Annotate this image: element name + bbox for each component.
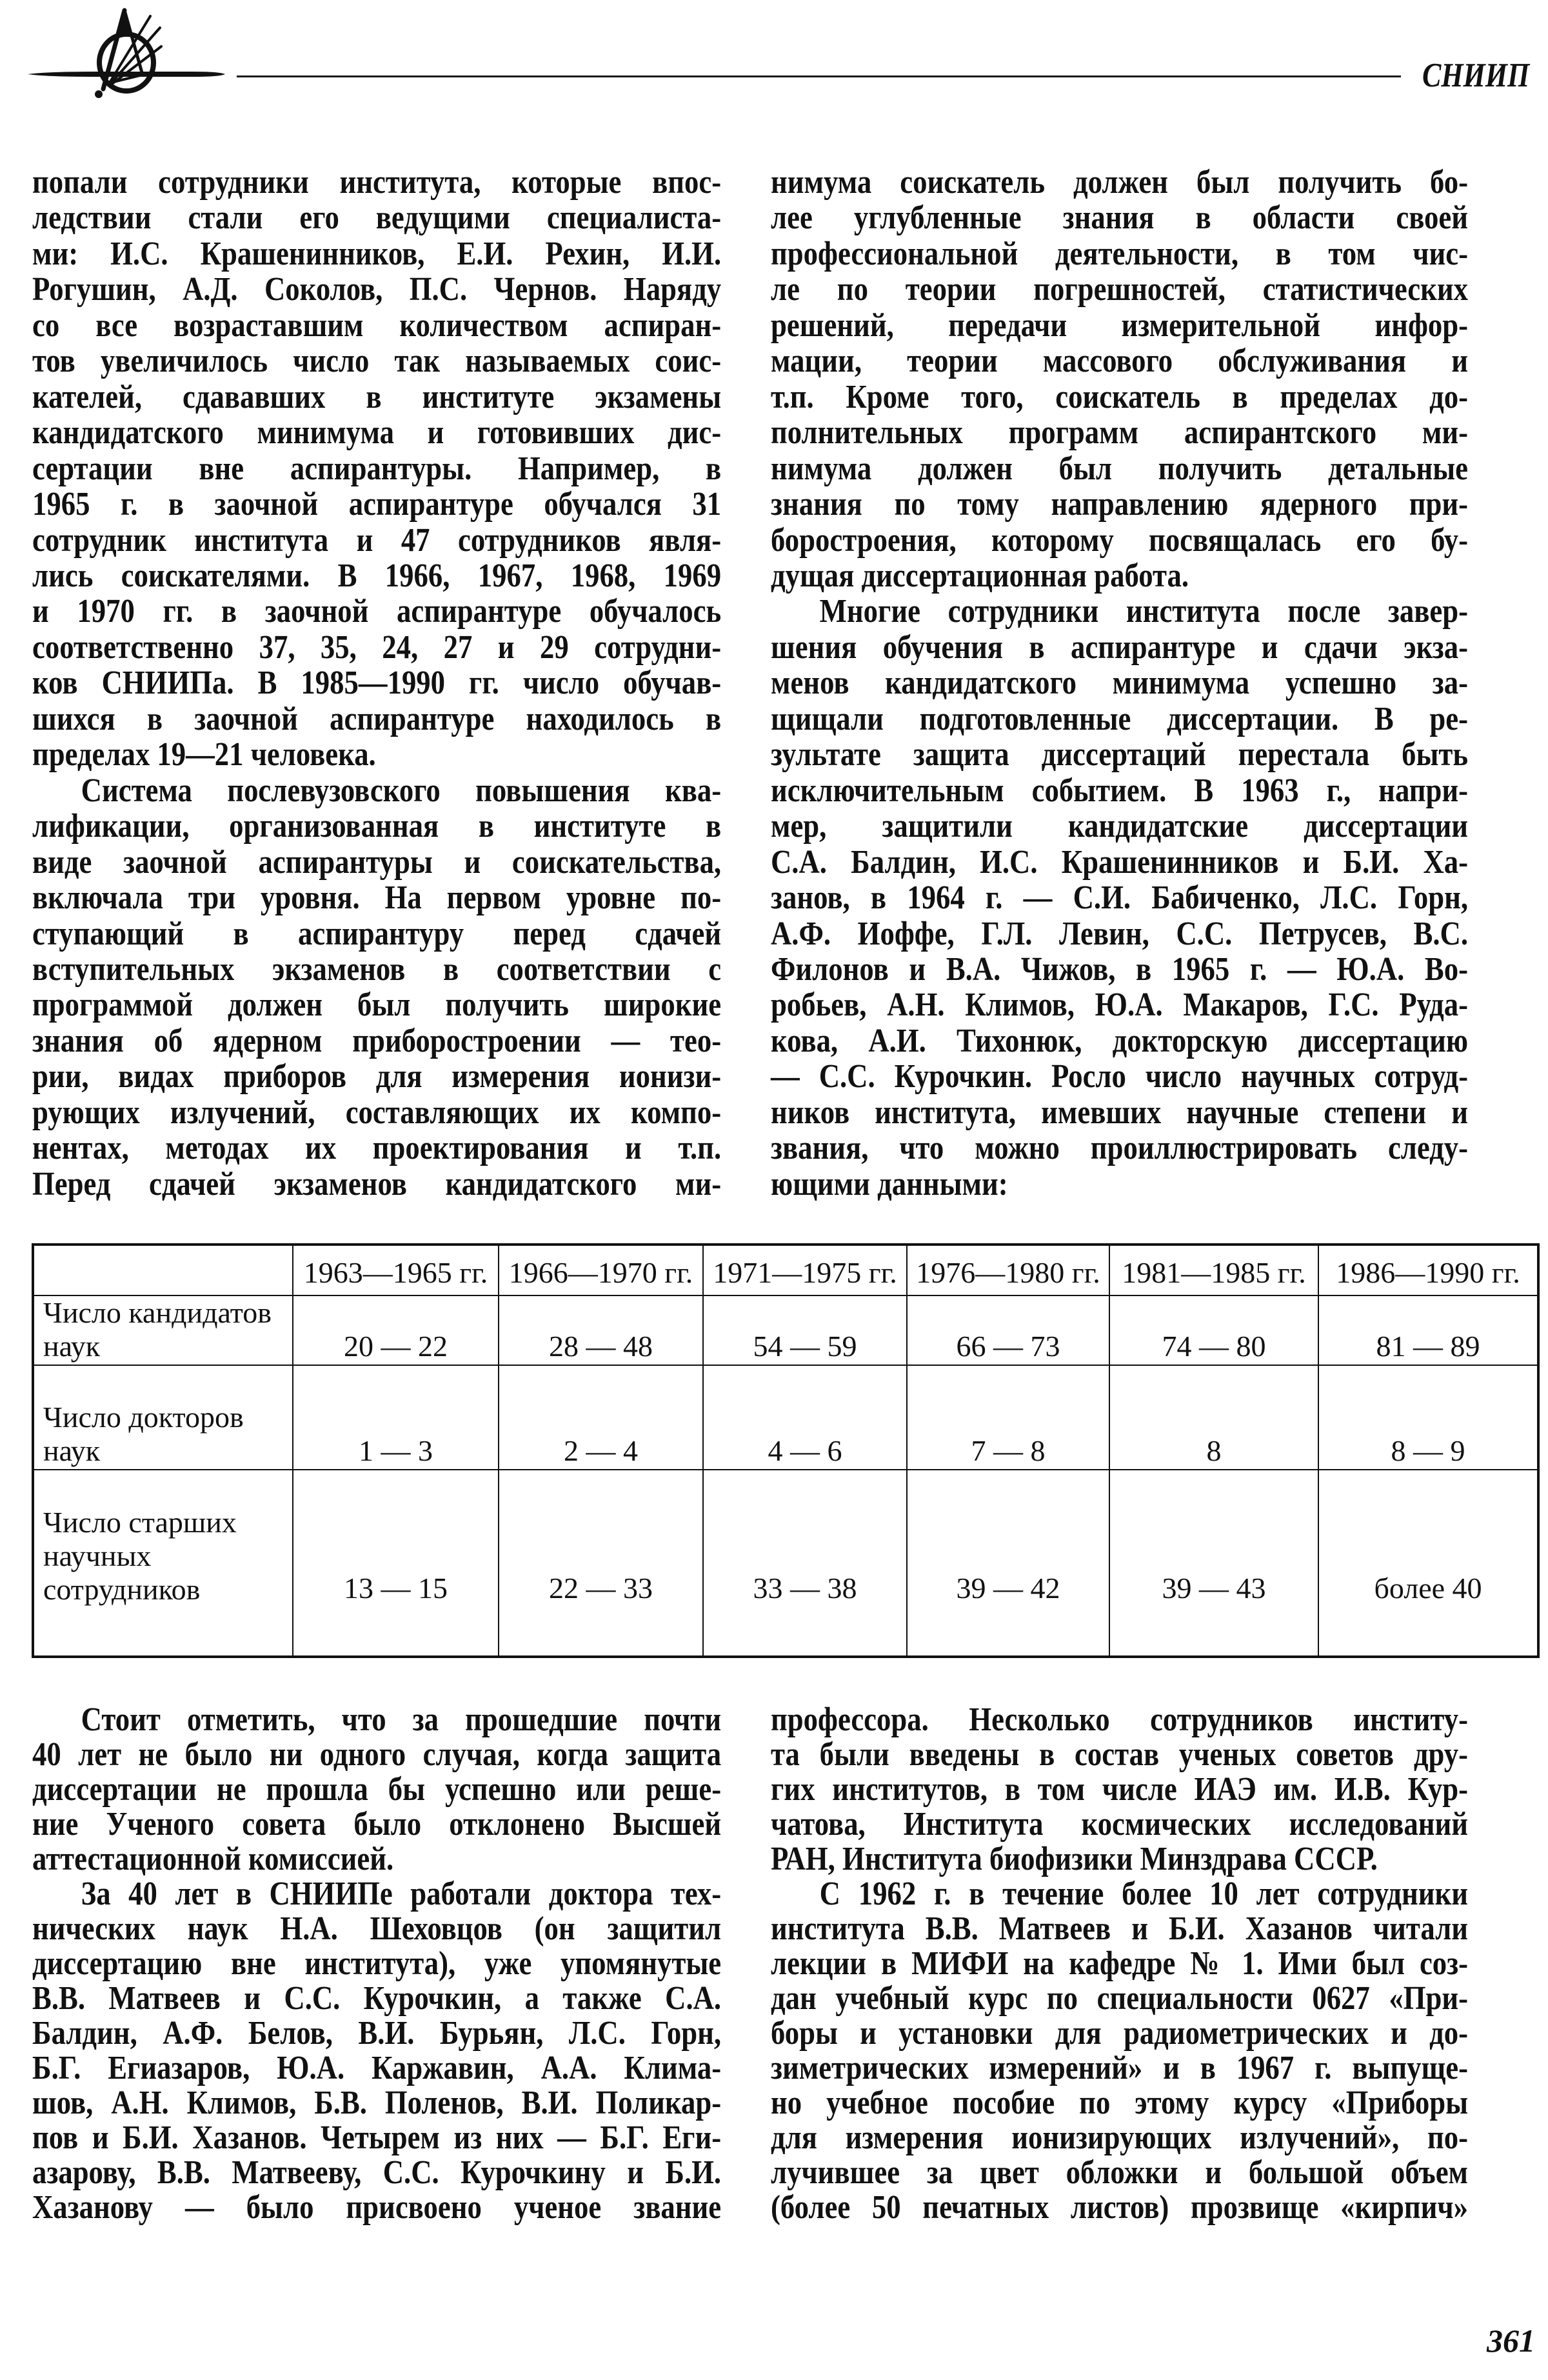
text-line: нимума должен был получить детальные xyxy=(771,450,1469,487)
table-value-cell: 81 — 89 xyxy=(1318,1295,1538,1365)
table-value-cell: 54 — 59 xyxy=(703,1295,907,1365)
table-value-cell: 66 — 73 xyxy=(907,1295,1109,1365)
text-line: диссертации не прошла бы успешно или реше- xyxy=(32,1771,722,1808)
paragraph xyxy=(771,1877,1468,2225)
text-line: мации, теории массового обслуживания и xyxy=(771,343,1469,380)
text-line: 1965 г. в заочной аспирантуре обучался 31 xyxy=(32,486,722,523)
text-line: гих институтов, в том числе ИАЭ им. И.В. Кур- xyxy=(771,1771,1469,1808)
row-label-cell xyxy=(33,1365,293,1470)
table-header-cell: 1981—1985 гг. xyxy=(1109,1245,1318,1295)
text-line: А.Ф. Иоффе, Г.Л. Левин, С.С. Петрусев, В.С. xyxy=(771,915,1469,952)
text-line: включала три уровня. На первом уровне по- xyxy=(32,879,722,917)
table-row xyxy=(33,1295,1538,1365)
text-line: но учебное пособие по этому курсу «Приборы xyxy=(771,2085,1469,2121)
text-line: нимума соискатель должен был получить бо- xyxy=(771,164,1469,201)
text-line: робьев, А.Н. Климов, Ю.А. Макаров, Г.С. Руда- xyxy=(771,986,1469,1024)
text-line: щищали подготовленные диссертации. В ре- xyxy=(771,700,1469,737)
sniip-emblem-icon xyxy=(0,0,258,110)
text-line: мер, защитили кандидатские диссертации xyxy=(771,808,1469,845)
table-value-cell: 1 — 3 xyxy=(293,1365,499,1470)
page-number: 361 xyxy=(1487,2323,1535,2359)
table-header-cell: 1976—1980 гг. xyxy=(907,1245,1109,1295)
text-line: тов увеличилось число так называемых соис- xyxy=(32,343,722,380)
table-value-cell: 22 — 33 xyxy=(499,1470,703,1657)
text-line: нентах, методах их проектирования и т.п. xyxy=(32,1130,722,1167)
text-line: та были введены в состав ученых советов дру- xyxy=(771,1736,1469,1773)
paragraph xyxy=(771,165,1468,594)
text-line: (более 50 печатных листов) прозвище «кирпич» xyxy=(771,2189,1469,2226)
text-line: знания об ядерном приборостроении — тео- xyxy=(32,1022,722,1059)
left-column-top xyxy=(32,165,721,1202)
table-value-cell: 33 — 38 xyxy=(703,1470,907,1657)
text-line: рии, видах приборов для измерения ионизи- xyxy=(32,1058,722,1095)
paragraph xyxy=(771,1703,1468,1877)
table-value-cell: 39 — 43 xyxy=(1109,1470,1318,1657)
text-line: кателей, сдававших в институте экзамены xyxy=(32,378,722,415)
text-line: пределах 19—21 человека. xyxy=(32,736,376,774)
row-label-line: наук xyxy=(43,1330,101,1363)
row-label-line: научных xyxy=(43,1539,152,1572)
text-line: аттестационной комиссией. xyxy=(32,1841,394,1877)
text-line: звания, что можно проиллюстрировать следу- xyxy=(771,1130,1469,1167)
text-line: боростроения, которому посвящалась его бу- xyxy=(771,521,1469,559)
table-value-cell: 74 — 80 xyxy=(1109,1295,1318,1365)
table-value-cell: 28 — 48 xyxy=(499,1295,703,1365)
text-line: шения обучения в аспирантуре и сдачи экза- xyxy=(771,628,1469,666)
row-label-line: Число кандидатов xyxy=(43,1296,272,1329)
text-line: С.А. Балдин, И.С. Крашенинников и Б.И. Ха- xyxy=(771,843,1469,881)
text-line: ледствии стали его ведущими специалиста- xyxy=(32,199,722,237)
text-line: боры и установки для радиометрических и до- xyxy=(771,2015,1469,2052)
text-line: Хазанову — было присвоено ученое звание xyxy=(32,2189,722,2226)
table-row xyxy=(33,1365,1538,1470)
row-label-line: Число докторов xyxy=(43,1401,244,1434)
row-label-cell xyxy=(33,1295,293,1365)
text-line: дан учебный курс по специальности 0627 «При- xyxy=(771,1980,1469,2017)
text-line: сертации вне аспирантуры. Например, в xyxy=(32,450,722,487)
running-title: СНИИП xyxy=(1422,57,1530,94)
table-header-row xyxy=(33,1245,1538,1295)
table-corner-cell xyxy=(33,1245,293,1295)
header-rule xyxy=(237,75,1401,77)
emblem-dot xyxy=(95,90,103,98)
text-line: зиметрических измерений» и в 1967 г. выпуще- xyxy=(771,2050,1469,2086)
table-header-cell: 1986—1990 гг. xyxy=(1318,1245,1538,1295)
right-column-bottom xyxy=(771,1703,1468,2225)
text-line: лификации, организованная в институте в xyxy=(32,808,722,845)
text-line: ми: И.С. Крашенинников, Е.И. Рехин, И.И. xyxy=(32,235,722,272)
paragraph xyxy=(32,1703,721,1877)
text-line: института В.В. Матвеев и Б.И. Хазанов читали xyxy=(771,1910,1469,1947)
text-line: лее углубленные знания в области своей xyxy=(771,199,1469,237)
text-line: дущая диссертационная работа. xyxy=(771,557,1189,594)
text-line: менов кандидатского минимума успешно за- xyxy=(771,665,1469,702)
text-line: программой должен был получить широкие xyxy=(32,986,722,1024)
table-value-cell: 20 — 22 xyxy=(293,1295,499,1365)
text-line: рующих излучений, составляющих их компо- xyxy=(32,1094,722,1131)
text-line: Многие сотрудники института после завер- xyxy=(819,593,1469,630)
text-line: профессора. Несколько сотрудников институ- xyxy=(771,1701,1469,1738)
row-label-line: наук xyxy=(43,1434,101,1467)
text-line: ле по теории погрешностей, статистических xyxy=(771,271,1469,308)
table-value-cell: более 40 xyxy=(1318,1470,1538,1657)
table-header-cell: 1971—1975 гг. xyxy=(703,1245,907,1295)
paragraph xyxy=(771,594,1468,1202)
paragraph xyxy=(32,1877,721,2225)
text-line: азарову, В.В. Матвееву, С.С. Курочкину и Б.И. xyxy=(32,2154,722,2191)
table-value-cell: 8 xyxy=(1109,1365,1318,1470)
row-label-cell xyxy=(33,1470,293,1657)
text-line: лучившее за цвет обложки и большой объем xyxy=(771,2154,1469,2191)
text-line: чатова, Института космических исследований xyxy=(771,1806,1469,1843)
text-line: кова, А.И. Тихонюк, докторскую диссертацию xyxy=(771,1022,1469,1059)
text-line: За 40 лет в СНИИПе работали доктора тех- xyxy=(81,1875,722,1912)
text-line: Б.Г. Егиазаров, Ю.А. Каржавин, А.А. Клима- xyxy=(32,2050,722,2086)
staff-degrees-table xyxy=(32,1243,1540,1658)
text-line: РАН, Института биофизики Минздрава СССР. xyxy=(771,1841,1378,1877)
text-line: шов, А.Н. Климов, Б.В. Поленов, В.И. Поликар- xyxy=(32,2085,722,2121)
text-line: профессиональной деятельности, в том чис- xyxy=(771,235,1469,272)
text-line: лись соискателями. В 1966, 1967, 1968, 1969 xyxy=(32,557,722,594)
text-line: 40 лет не было ни одного случая, когда защита xyxy=(32,1736,722,1773)
table-value-cell: 2 — 4 xyxy=(499,1365,703,1470)
text-line: ющими данными: xyxy=(771,1165,1008,1203)
text-line: диссертацию вне института), уже упомянутые xyxy=(32,1945,722,1982)
table-value-cell: 4 — 6 xyxy=(703,1365,907,1470)
text-line: ступающий в аспирантуру перед сдачей xyxy=(32,915,722,952)
text-line: С 1962 г. в течение более 10 лет сотрудники xyxy=(819,1875,1469,1912)
text-line: попали сотрудники института, которые впос- xyxy=(32,164,722,201)
table-value-cell: 13 — 15 xyxy=(293,1470,499,1657)
text-line: вступительных экзаменов в соответствии с xyxy=(32,950,722,988)
text-line: исключительным событием. В 1963 г., напри- xyxy=(771,772,1469,809)
text-line: В.В. Матвеев и С.С. Курочкин, а также С.А. xyxy=(32,1980,722,2017)
text-line: знания по тому направлению ядерного при- xyxy=(771,486,1469,523)
text-line: со все возраставшим количеством аспиран- xyxy=(32,306,722,344)
text-line: т.п. Кроме того, соискатель в пределах до- xyxy=(771,378,1469,415)
text-line: — С.С. Курочкин. Росло число научных сотруд- xyxy=(771,1058,1469,1095)
text-line: решений, передачи измерительной инфор- xyxy=(771,306,1469,344)
text-line: сотрудник института и 47 сотрудников явля- xyxy=(32,521,722,559)
text-line: нических наук Н.А. Шеховцов (он защитил xyxy=(32,1910,722,1947)
table-value-cell: 8 — 9 xyxy=(1318,1365,1538,1470)
table-value-cell: 7 — 8 xyxy=(907,1365,1109,1470)
text-line: шихся в заочной аспирантуре находилось в xyxy=(32,700,722,737)
text-line: занов, в 1964 г. — С.И. Бабиченко, Л.С. Горн, xyxy=(771,879,1469,917)
right-column-top xyxy=(771,165,1468,1202)
text-line: ние Ученого совета было отклонено Высшей xyxy=(32,1806,722,1843)
row-label-line: сотрудников xyxy=(43,1573,201,1606)
text-line: зультате защита диссертаций перестала быть xyxy=(771,736,1469,774)
text-line: Балдин, А.Ф. Белов, В.И. Бурьян, Л.С. Горн, xyxy=(32,2015,722,2052)
table-value-cell: 39 — 42 xyxy=(907,1470,1109,1657)
text-line: ков СНИИПа. В 1985—1990 гг. число обучав- xyxy=(32,665,722,702)
text-line: Рогушин, А.Д. Соколов, П.С. Чернов. Наряду xyxy=(32,271,722,308)
text-line: пов и Б.И. Хазанов. Четырем из них — Б.Г. Еги- xyxy=(32,2119,722,2156)
text-line: соответственно 37, 35, 24, 27 и 29 сотрудни- xyxy=(32,628,722,666)
table-header-cell: 1963—1965 гг. xyxy=(293,1245,499,1295)
text-line: и 1970 гг. в заочной аспирантуре обучалось xyxy=(32,593,722,630)
table-header-cell: 1966—1970 гг. xyxy=(499,1245,703,1295)
paragraph xyxy=(32,773,721,1202)
text-line: лекции в МИФИ на кафедре № 1. Ими был соз- xyxy=(771,1945,1469,1982)
text-line: Перед сдачей экзаменов кандидатского ми- xyxy=(32,1165,722,1203)
text-line: кандидатского минимума и готовивших дис- xyxy=(32,414,722,452)
paragraph xyxy=(32,165,721,773)
text-line: для измерения ионизирующих излучений», по- xyxy=(771,2119,1469,2156)
text-line: Филонов и В.А. Чижов, в 1965 г. — Ю.А. Во- xyxy=(771,950,1469,988)
text-line: Система послевузовского повышения ква- xyxy=(81,772,722,809)
row-label-line: Число старших xyxy=(43,1506,237,1539)
text-line: виде заочной аспирантуры и соискательства, xyxy=(32,843,722,881)
text-line: Стоит отметить, что за прошедшие почти xyxy=(81,1701,722,1738)
table-row xyxy=(33,1470,1538,1657)
text-line: ников института, имевших научные степени и xyxy=(771,1094,1469,1131)
left-column-bottom xyxy=(32,1703,721,2225)
text-line: полнительных программ аспирантского ми- xyxy=(771,414,1469,452)
